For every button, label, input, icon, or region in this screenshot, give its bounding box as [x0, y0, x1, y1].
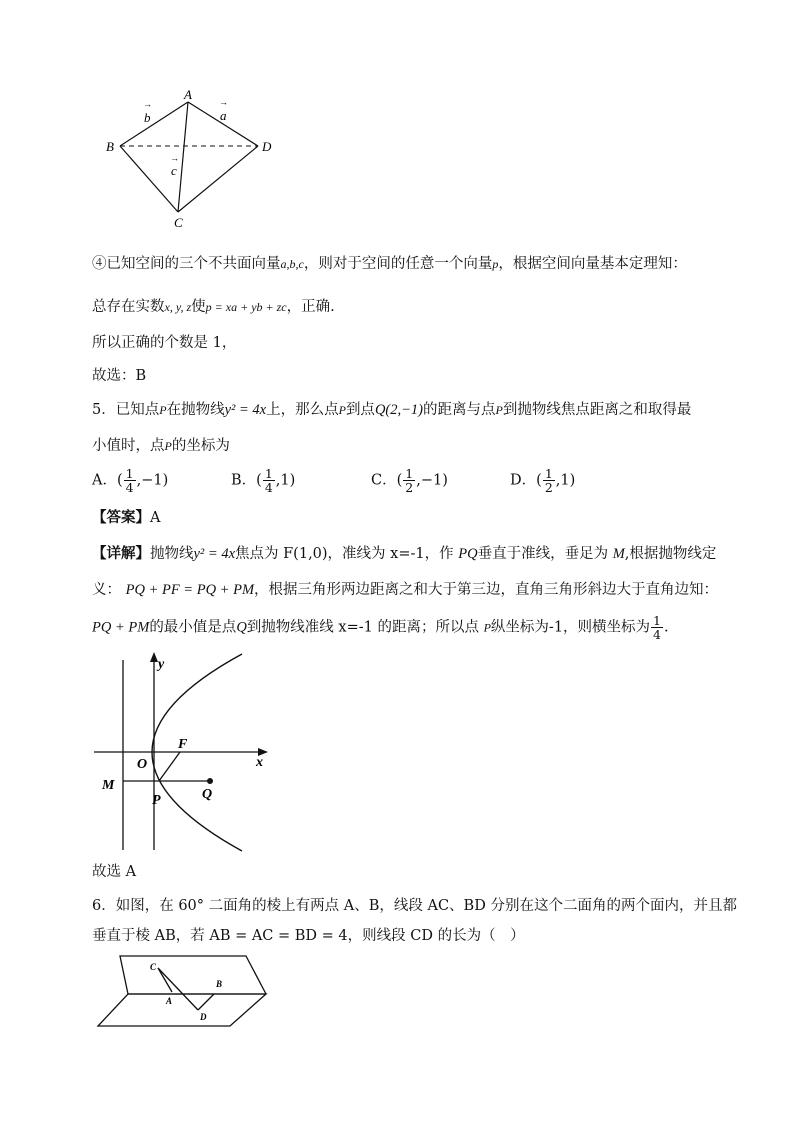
answer-tag: 【答案】 [92, 509, 150, 526]
text: 上，那么点 [266, 402, 339, 418]
vec-a-arrow-icon: → [219, 97, 228, 107]
edge-DC [178, 146, 258, 212]
figure-vector-quadrilateral [100, 85, 290, 235]
text: ④已知空间的三个不共面向量 [92, 256, 281, 272]
option-fraction [543, 467, 555, 494]
point-Q: Q [236, 619, 247, 636]
num: 1 [264, 466, 273, 481]
text: 使 [191, 299, 206, 315]
edge-AC [178, 102, 188, 212]
option-D[interactable]: D．( $\frac{1}{2}$ ,1) [510, 466, 576, 495]
text: ，则对于空间的任意一个向量 [303, 256, 493, 272]
option-label: D． [510, 472, 537, 489]
vector-equation: p = xa + yb + zc [205, 300, 287, 314]
text: 在抛物线 [166, 402, 225, 418]
option-rest: ,1) [555, 472, 576, 489]
num: 1 [405, 466, 414, 481]
q6-line1: 6．如图，在 60° 二面角的棱上有两点 A、B，线段 AC、BD 分别在这个二面角的两个面内，并且都 [92, 898, 737, 914]
point-P: P [164, 439, 172, 453]
text: ，正确. [286, 299, 335, 315]
fraction [651, 614, 663, 641]
label-vec-b: b [144, 110, 151, 125]
point-P: P [159, 403, 167, 417]
detail-tag: 【详解】 [92, 545, 150, 562]
q5-line1 [92, 400, 691, 420]
label-B: B [106, 139, 114, 154]
point-Q-dot [207, 778, 213, 784]
den: 2 [405, 480, 414, 495]
den: 4 [264, 480, 273, 495]
option-B[interactable]: B．( $\frac{1}{4}$ ,1) [231, 466, 296, 495]
segment-PF [159, 752, 180, 781]
label-vec-c: c [171, 163, 177, 178]
option-fraction [403, 467, 415, 494]
text: 垂直于准线，垂足为 [477, 546, 609, 562]
detail-line1 [92, 544, 716, 564]
label-Q: Q [202, 787, 213, 802]
point-M: M [612, 546, 625, 562]
text: 到点 [345, 402, 375, 418]
label-O: O [137, 757, 148, 772]
vec-b-arrow-icon: → [143, 99, 152, 109]
label-y: y [158, 657, 165, 672]
segment-PQ: PQ [458, 546, 478, 562]
count-line: 所以正确的个数是 1， [92, 335, 237, 351]
text: 纵坐标为-1，则横坐标为 [490, 619, 651, 636]
text: 的坐标为 [171, 438, 230, 454]
text: 抛物线 [150, 546, 194, 562]
den: 4 [125, 480, 134, 495]
text: 焦点为 F(1,0)，准线为 x=-1，作 [235, 546, 454, 562]
label-F: F [178, 737, 188, 752]
option-rest: ,−1) [416, 472, 448, 489]
q5-line2 [92, 436, 230, 456]
point-P: P [495, 403, 503, 417]
label-D: D [262, 139, 272, 154]
segment-BD [198, 994, 214, 1010]
upper-plane [120, 956, 266, 994]
option-label: A． [92, 472, 117, 489]
text: 总存在实数 [92, 299, 165, 315]
segment-CD [158, 968, 198, 1010]
text: . [664, 619, 669, 636]
parabola-eq: y² = 4x [224, 402, 267, 418]
answer-line-2: 故选 A [92, 864, 137, 880]
parabola-eq: y² = 4x [193, 546, 236, 562]
detail-line3 [92, 614, 669, 641]
option-fraction [263, 467, 275, 494]
label-D: D [200, 1012, 207, 1022]
equation: PQ + PF = PQ + PM [125, 582, 255, 598]
y-axis-arrow-icon [150, 652, 158, 662]
figure-parabola [92, 648, 282, 853]
option-label: B． [231, 472, 257, 489]
den: 2 [544, 480, 553, 495]
statement-4-line2 [92, 297, 335, 317]
text: 到抛物线准线 x=-1 的距离；所以点 [246, 619, 479, 636]
num: 1 [653, 613, 661, 628]
answer-line-1: 故选：B [92, 368, 147, 384]
option-A[interactable]: A．( $\frac{1}{4}$ ,−1) [92, 466, 169, 495]
lower-plane [98, 994, 266, 1026]
text: 到抛物线焦点距离之和取得最 [502, 402, 692, 418]
option-label: C． [371, 472, 397, 489]
answer-value: A [150, 510, 161, 526]
statement-4-line1 [92, 254, 687, 274]
real-vars: x, y, z [164, 300, 192, 314]
option-rest: ,−1) [136, 472, 169, 489]
text: ,根据抛物线定 [624, 546, 717, 562]
label-M: M [102, 778, 115, 793]
point-P: P [483, 620, 491, 635]
vector-p: p [492, 257, 499, 271]
point-Q: Q(2,−1) [374, 402, 423, 418]
num: 1 [544, 466, 553, 481]
label-P: P [152, 793, 161, 808]
label-B: B [216, 979, 223, 989]
vec-c-arrow-icon: → [170, 153, 179, 163]
text: 小值时，点 [92, 438, 165, 454]
label-C: C [150, 962, 157, 972]
point-P: P [338, 403, 346, 417]
label-vec-a: a [220, 108, 227, 123]
text: ，根据空间向量基本定理知： [498, 256, 687, 272]
option-rest: ,1) [275, 472, 296, 489]
vector-set: a,b,c [280, 257, 304, 271]
den: 4 [653, 627, 661, 642]
label-A: A [184, 87, 192, 102]
detail-line2 [92, 580, 718, 600]
text: 的最小值是点 [149, 619, 237, 636]
option-C[interactable]: C．( $\frac{1}{2}$ ,−1) [371, 466, 448, 495]
text: 义： [92, 582, 121, 598]
option-fraction [124, 467, 136, 494]
label-A: A [166, 996, 173, 1006]
text: ，根据三角形两边距离之和大于第三边，直角三角形斜边大于直角边知： [254, 582, 719, 598]
label-x: x [256, 755, 263, 770]
edge-AB [120, 102, 188, 146]
num: 1 [125, 466, 134, 481]
expression: PQ + PM [92, 619, 150, 636]
text: 的距离与点 [422, 402, 496, 418]
label-C: C [174, 215, 183, 230]
q6-line2: 垂直于棱 AB，若 AB = AC = BD = 4，则线段 CD 的长为（ ） [92, 928, 525, 944]
figure-dihedral [96, 952, 268, 1030]
text: 5．已知点 [92, 402, 160, 418]
q5-answer [92, 508, 160, 528]
